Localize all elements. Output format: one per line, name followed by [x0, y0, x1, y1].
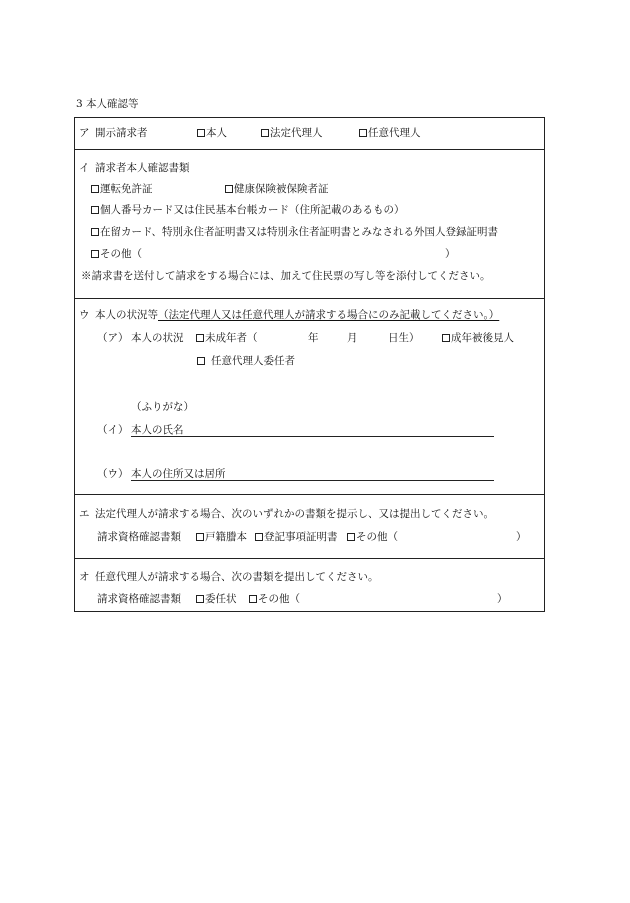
- option-self[interactable]: 本人: [197, 125, 227, 140]
- option-adult-ward[interactable]: 成年被後見人: [442, 330, 514, 345]
- divider: [75, 149, 544, 150]
- subsection-i-marker: （イ）: [97, 424, 129, 436]
- legal-agent-doc-label: 請求資格確認書類: [97, 531, 181, 543]
- voluntary-agent-doc-label: 請求資格確認書類: [97, 593, 181, 605]
- checkbox[interactable]: [91, 185, 99, 193]
- section-e-marker: エ: [79, 508, 90, 520]
- checkbox[interactable]: [442, 334, 450, 342]
- option-registry-certificate[interactable]: 登記事項証明書: [255, 529, 338, 544]
- furigana-label: （ふりがな）: [131, 401, 194, 413]
- mailing-note: ※請求書を送付して請求をする場合には、加えて住民票の写し等を添付してください。: [81, 270, 491, 282]
- option-principal[interactable]: 任意代理人委任者: [197, 353, 295, 368]
- checkbox[interactable]: [91, 250, 99, 258]
- voluntary-agent-instructions: 任意代理人が請求する場合、次の書類を提出してください。: [95, 571, 379, 583]
- section-o-marker: オ: [79, 571, 90, 583]
- legal-agent-instructions: 法定代理人が請求する場合、次のいずれかの書類を提示し、又は提出してください。: [95, 508, 494, 520]
- checkbox[interactable]: [196, 334, 204, 342]
- principal-status-label: 本人の状況: [131, 332, 184, 344]
- subsection-a-marker: （ア）: [97, 332, 129, 344]
- birth-year-label: 年: [308, 332, 319, 344]
- option-mynumber-card[interactable]: 個人番号カード又は住民基本台帳カード（住所記載のあるもの）: [91, 202, 405, 217]
- section-heading: 3 本人確認等: [76, 98, 139, 110]
- close-paren: ）: [516, 531, 527, 543]
- option-family-register[interactable]: 戸籍謄本: [196, 529, 247, 544]
- address-input-line[interactable]: [131, 480, 494, 481]
- principal-status-heading: 本人の状況等（法定代理人又は任意代理人が請求する場合にのみ記載してください。）: [95, 309, 500, 321]
- checkbox[interactable]: [197, 357, 205, 365]
- option-other[interactable]: その他（: [347, 529, 398, 544]
- option-other[interactable]: その他（: [249, 591, 300, 606]
- close-paren: ）: [497, 593, 508, 605]
- checkbox[interactable]: [196, 533, 204, 541]
- birth-month-label: 月: [347, 332, 358, 344]
- option-minor[interactable]: 未成年者（: [196, 330, 258, 345]
- checkbox[interactable]: [255, 533, 263, 541]
- option-power-of-attorney[interactable]: 委任状: [196, 591, 237, 606]
- checkbox[interactable]: [91, 228, 99, 236]
- birth-day-label: 日生）: [388, 332, 420, 344]
- checkbox[interactable]: [91, 206, 99, 214]
- checkbox[interactable]: [249, 595, 257, 603]
- option-legal-agent[interactable]: 法定代理人: [261, 125, 323, 140]
- section-i-marker: イ: [79, 162, 90, 174]
- divider: [75, 558, 544, 559]
- section-u-marker: ウ: [79, 309, 90, 321]
- subsection-u-marker: （ウ）: [97, 468, 129, 480]
- section-a-marker: ア: [79, 127, 90, 139]
- option-drivers-license[interactable]: 運転免許証: [91, 181, 153, 196]
- option-residence-card[interactable]: 在留カード、特別永住者証明書又は特別永住者証明書とみなされる外国人登録証明書: [91, 224, 498, 239]
- checkbox[interactable]: [347, 533, 355, 541]
- principal-name-label: 本人の氏名: [131, 424, 184, 436]
- divider: [75, 494, 544, 495]
- name-input-line[interactable]: [131, 436, 494, 437]
- principal-address-label: 本人の住所又は居所: [131, 468, 226, 480]
- checkbox[interactable]: [197, 129, 205, 137]
- checkbox[interactable]: [261, 129, 269, 137]
- checkbox[interactable]: [225, 185, 233, 193]
- checkbox[interactable]: [196, 595, 204, 603]
- close-paren: ）: [445, 248, 456, 260]
- requester-label: 開示請求者: [95, 127, 148, 139]
- option-other[interactable]: その他（: [91, 246, 142, 261]
- option-health-insurance[interactable]: 健康保険被保険者証: [225, 181, 329, 196]
- id-docs-label: 請求者本人確認書類: [95, 162, 190, 174]
- identity-form: [74, 117, 545, 612]
- option-voluntary-agent[interactable]: 任意代理人: [359, 125, 421, 140]
- checkbox[interactable]: [359, 129, 367, 137]
- divider: [75, 298, 544, 299]
